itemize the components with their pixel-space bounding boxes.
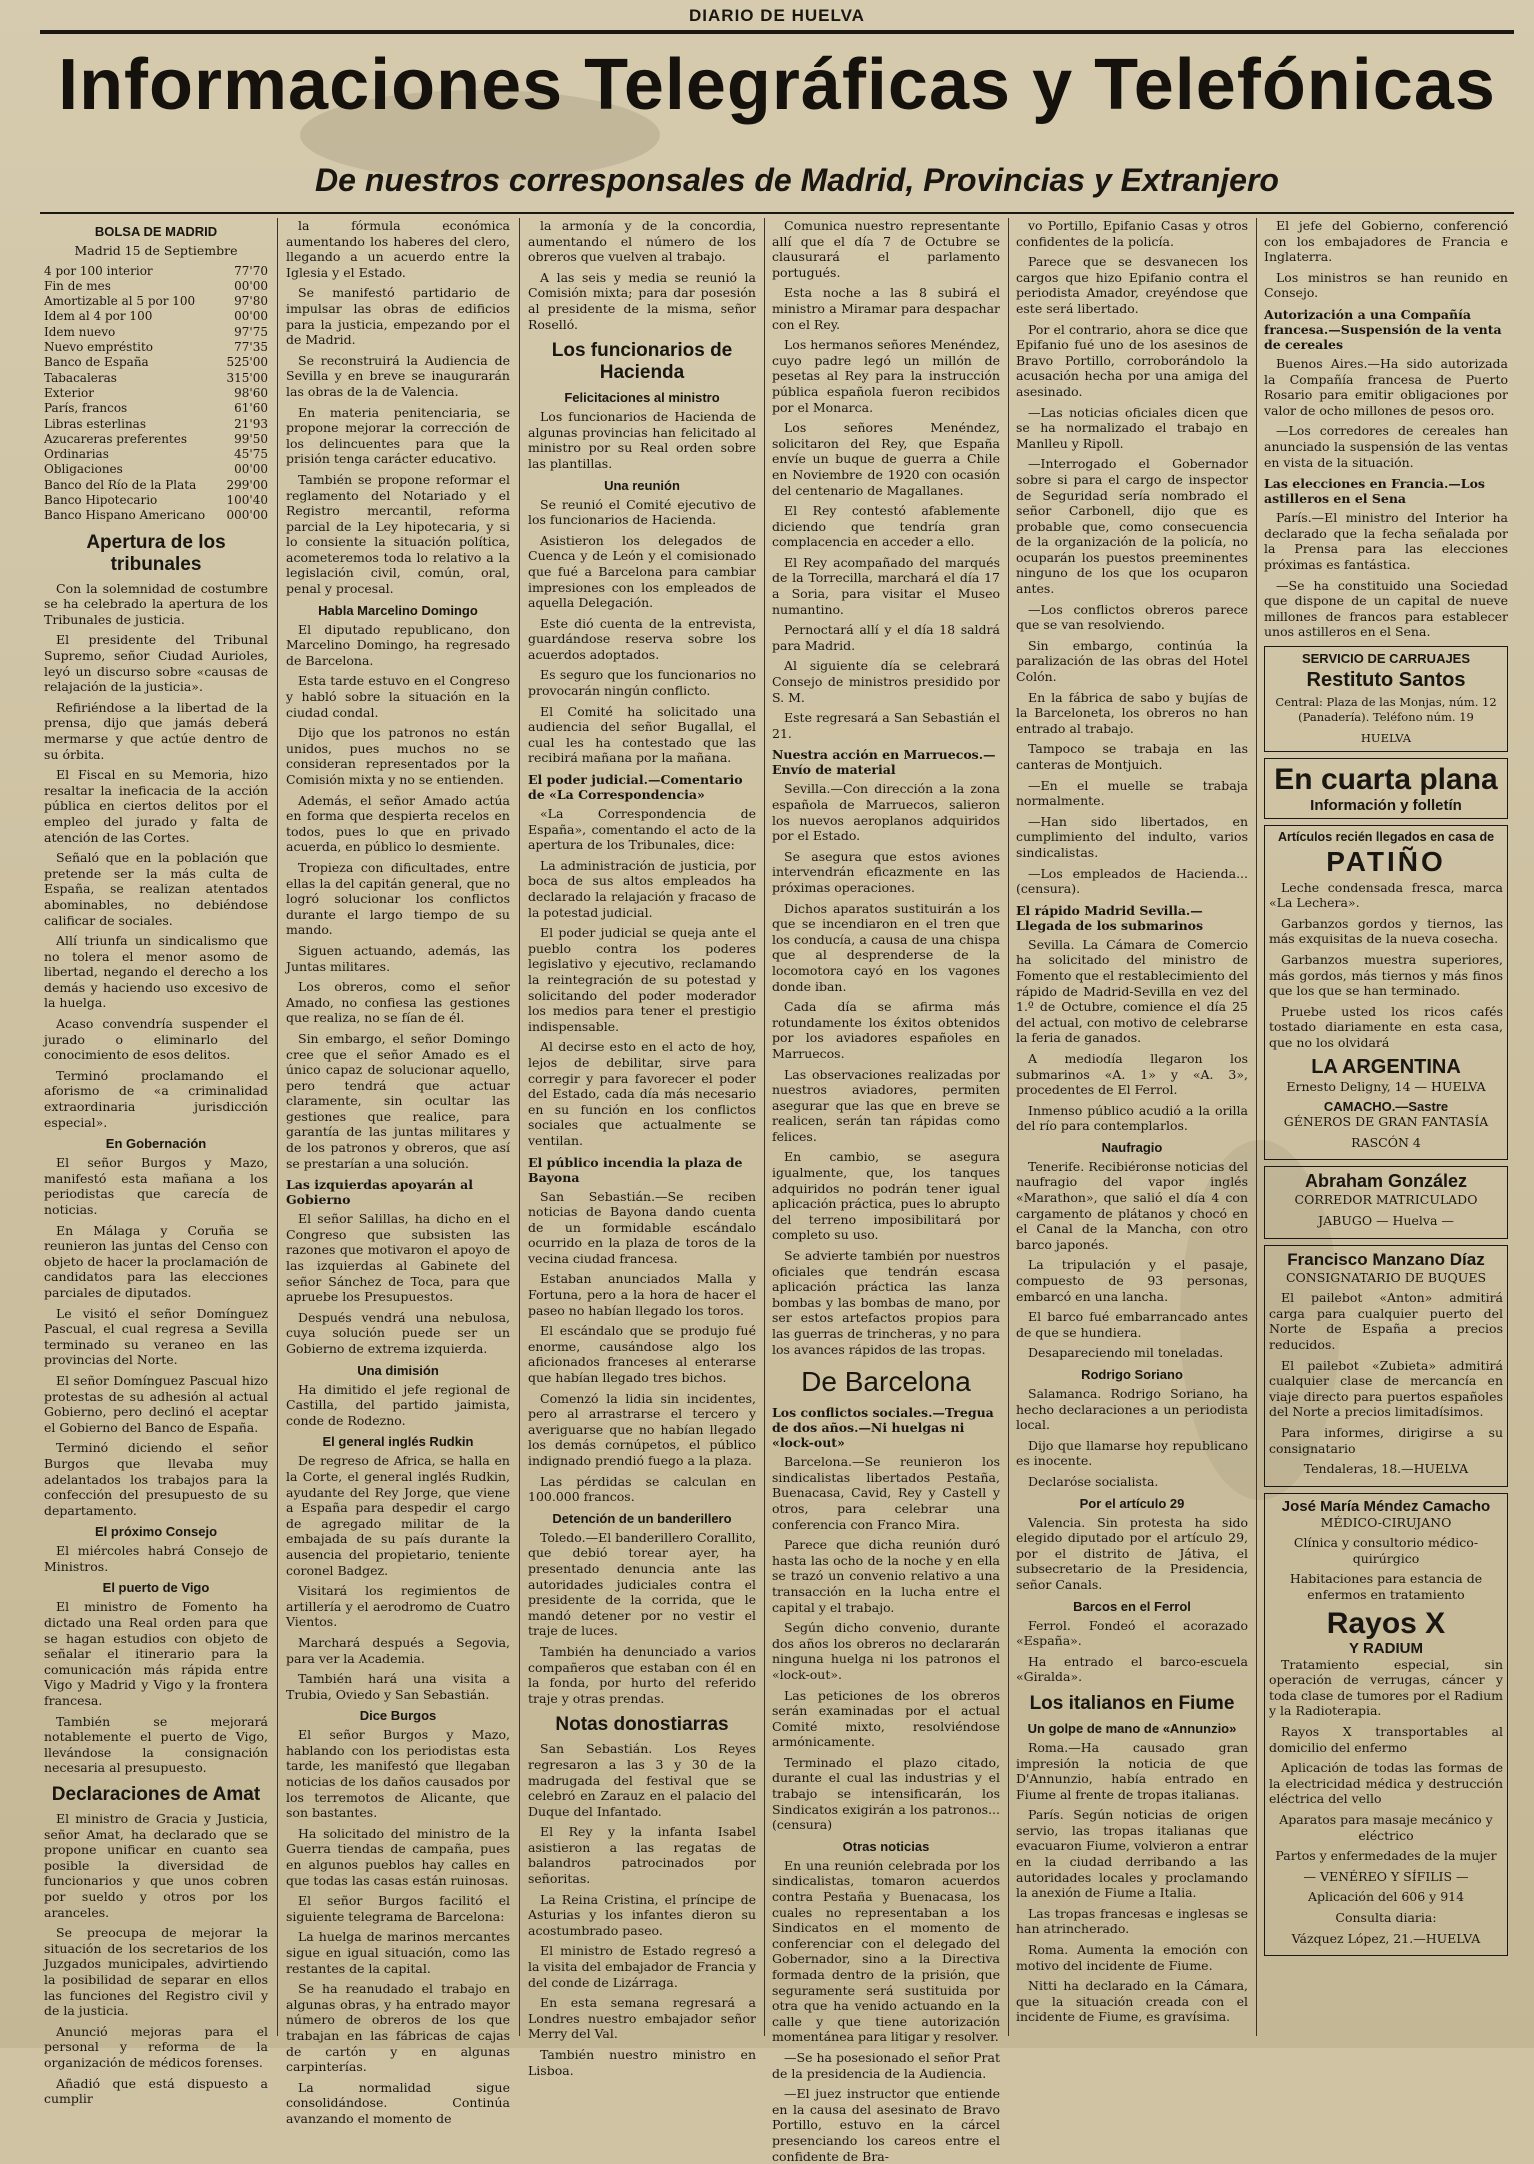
paragraph: La Reina Cristina, el príncipe de Asturias y los infantes dieron su acostumbrado paseo. (528, 1891, 756, 1938)
paragraph: El ministro de Gracia y Justicia, señor Amat, ha declarado que se propone unificar en cuanto sea posible la diversidad de funcionarios y que unos cobren por sueldo y otros por los aranceles. (44, 1811, 268, 1920)
paragraph: También nuestro ministro en Lisboa. (528, 2047, 756, 2078)
ad-text: Rayos X transportables al domicilio del enfermo (1269, 1724, 1503, 1755)
paragraph: Terminó diciendo el señor Burgos que llevaba muy adelantados los trabajos para la confección del presupuesto de su departamento. (44, 1440, 268, 1518)
section-title: El rápido Madrid Sevilla.—Llegada de los submarinos (1016, 902, 1204, 933)
bolsa-row (44, 264, 268, 279)
bolsa-row (44, 447, 268, 462)
paragraph: Después vendrá una nebulosa, cuya solución puede ser un Gobierno de extrema izquierda. (286, 1309, 510, 1356)
column-divider (764, 218, 765, 2036)
paragraph: El Rey acompañado del marqués de la Torrecilla, marchará el día 17 a Soria, para visitar el Museo numantino. (772, 554, 1000, 617)
section-title: Por el artículo 29 (1079, 1495, 1185, 1511)
paragraph: «La Correspondencia de España», comentando el acto de la apertura de los Tribunales, dice: (528, 806, 756, 853)
paragraph: Esta noche a las 8 subirá el ministro a Miramar para despachar con el Rey. (772, 285, 1000, 332)
paragraph: Se asegura que estos aviones intervendrán eficazmente en las próximas operaciones. (772, 848, 1000, 895)
ad-name: Restituto Santos (1306, 668, 1466, 691)
ad-heading: Rayos X (1326, 1606, 1446, 1640)
paragraph: Pernoctará allí y el día 18 saldrá para Madrid. (772, 622, 1000, 653)
bolsa-date: Madrid 15 de Septiembre (74, 243, 238, 258)
ad-text: CORREDOR MATRICULADO (1294, 1192, 1478, 1208)
paragraph: París.—El ministro del Interior ha declarado que la fecha señalada por la Prensa para las elecciones próximas es fantástica. (1264, 510, 1508, 572)
bolsa-value: 100'40 (226, 493, 268, 508)
ad-text: — VENÉREO Y SÍFILIS — (1303, 1868, 1469, 1884)
ad-patino (1264, 825, 1508, 1161)
ad-name: CAMACHO.—Sastre (1323, 1099, 1449, 1115)
paragraph: El diputado republicano, don Marcelino Domingo, ha regresado de Barcelona. (286, 621, 510, 668)
bolsa-label: Idem nuevo (44, 324, 116, 339)
paragraph: Allí triunfa un sindicalismo que no tolera el menor asomo de libertad, negando el derecho a los demás y haciendo uso excesivo de la huelga. (44, 933, 268, 1011)
paragraph: Roma. Aumenta la emoción con motivo del incidente de Fiume. (1016, 1942, 1248, 1973)
paragraph: —Los empleados de Hacienda... (censura). (1016, 865, 1248, 897)
paragraph: Los obreros, como el señor Amado, no confiesa las gestiones que realiza, no se fían de él. (286, 979, 510, 1026)
paragraph: Dijo que los patronos no están unidos, pues muchos no se consideran representados por la Comisión mixta y no se entienden. (286, 725, 510, 787)
section-title: El poder judicial.—Comentario de «La Correspondencia» (528, 772, 743, 803)
bolsa-label: Fin de mes (44, 278, 111, 293)
paragraph: También hará una visita a Trubia, Oviedo y San Sebastián. (286, 1671, 510, 1702)
paragraph: Sevilla. La Cámara de Comercio ha solicitado del ministro de Fomento que el restablecimiento del rápido de Madrid-Sevilla en vez del 1.º de Octubre, comience el día 25 del actual, con motivo de celebrarse la feria de ganados. (1016, 936, 1249, 1046)
bolsa-row (44, 340, 268, 355)
bolsa-row (44, 508, 268, 523)
ad-text: El pailebot «Anton» admitirá carga para cualquier puerto del Norte de España a precios reducidos. (1269, 1290, 1503, 1352)
paragraph: El Comité ha solicitado una audiencia del señor Bugallal, el cual les ha contestado que las recibirá mañana por la mañana. (528, 703, 756, 766)
paragraph: El barco fué embarrancado antes de que se hundiera. (1016, 1309, 1248, 1340)
paragraph: Añadió que está dispuesto a cumplir (44, 2075, 268, 2107)
paragraph: Ha entrado el barco-escuela «Giralda». (1016, 1653, 1248, 1685)
paragraph: Declaróse socialista. (1028, 1473, 1159, 1489)
ad-text: Vázquez López, 21.—HUELVA (1291, 1930, 1481, 1946)
section-title: Detención de un banderillero (552, 1510, 732, 1526)
bolsa-label: Idem al 4 por 100 (44, 309, 153, 324)
paragraph: Se reunió el Comité ejecutivo de los funcionarios de Hacienda. (528, 496, 756, 528)
ad-text: GÉNEROS DE GRAN FANTASÍA (1283, 1114, 1489, 1130)
paragraph: Se reconstruirá la Audiencia de Sevilla y en breve se inaugurarán las obras de la de Valencia. (286, 352, 510, 399)
ad-text: Para informes, dirigirse a su consignatario (1269, 1424, 1503, 1456)
paragraph: Las tropas francesas e inglesas se han atrincherado. (1016, 1905, 1248, 1937)
paragraph: Es seguro que los funcionarios no provocarán ningún conflicto. (528, 667, 756, 699)
paragraph: Con la solemnidad de costumbre se ha celebrado la apertura de los Tribunales de justicia. (44, 580, 268, 627)
ad-carruajes (1264, 646, 1508, 752)
bolsa-table (44, 264, 268, 524)
ad-text: Garbanzos muestra superiores, más gordos, más tiernos y más finos que los que se han terminado. (1269, 952, 1503, 999)
paragraph: El señor Burgos facilitó el siguiente telegrama de Barcelona: (286, 1893, 510, 1924)
bolsa-label: 4 por 100 interior (44, 263, 153, 278)
bolsa-row (44, 386, 268, 401)
bolsa-value: 299'00 (226, 477, 268, 492)
section-title: Otras noticias (842, 1838, 930, 1854)
paragraph: El jefe del Gobierno, conferenció con los embajadores de Francia e Inglaterra. (1264, 218, 1508, 265)
paragraph: Toledo.—El banderillero Corallito, que debió torear ayer, ha presentado denuncia ante las autoridades judiciales contra el presidente de la corrida, que le mandó detener por no vestir el traje de luces. (528, 1529, 756, 1639)
bolsa-value: 315'00 (226, 370, 268, 385)
paragraph: Roma.—Ha causado gran impresión la noticia de que D'Annunzio, había entrado en Fiume al frente de tropas italianas. (1016, 1739, 1248, 1802)
paragraph: Las observaciones realizadas por nuestros aviadores, permiten asegurar que las que en breve se realicen, serán tan rápidas como felices. (772, 1066, 1000, 1144)
paragraph: la fórmula económica aumentando los haberes del clero, llegando a un acuerdo entre la Iglesia y el Estado. (286, 218, 510, 280)
paragraph: El ministro de Estado regresó a la visita del embajador de Francia y del conde de Lizárraga. (528, 1943, 756, 1990)
bolsa-label: Azucareras preferentes (44, 431, 188, 446)
ad-text: CONSIGNATARIO DE BUQUES (1285, 1269, 1487, 1285)
section-title: En Gobernación (105, 1136, 207, 1152)
paragraph: Anunció mejoras para el personal y reforma de la organización de médicos forenses. (44, 2023, 268, 2070)
paragraph: San Sebastián. Los Reyes regresaron a las 3 y 30 de la madrugada del festival que se celebró en Zarauz en el palacio del Duque del Infantado. (528, 1741, 756, 1819)
ad-heading: En cuarta plana (1274, 762, 1498, 796)
ad-mendez (1264, 1493, 1508, 1956)
section-title: El público incendia la plaza de Bayona (528, 1154, 743, 1185)
divider (40, 212, 1514, 214)
bolsa-row (44, 355, 268, 370)
column-4 (766, 218, 1006, 2164)
paragraph: Ferrol. Fondeó el acorazado «España». (1016, 1617, 1248, 1649)
paragraph: Los señores Menéndez, solicitaron del Rey, que España envíe un buque de guerra a Chile en Noviembre de 1920 con ocasión del centenario de Magallanes. (772, 420, 1000, 498)
bolsa-value: 61'60 (234, 401, 268, 416)
ad-name: Francisco Manzano Díaz (1287, 1249, 1485, 1269)
bolsa-label: Nuevo empréstito (44, 340, 154, 355)
ad-name: LA ARGENTINA (1311, 1055, 1461, 1078)
paragraph: Este dió cuenta de la entrevista, guardándose reserva sobre los acuerdos adoptados. (528, 615, 756, 662)
section-title: Una reunión (604, 477, 680, 493)
paragraph: —En el muelle se trabaja normalmente. (1016, 777, 1248, 809)
paragraph: —Han sido libertados, en cumplimiento del indulto, varios sindicalistas. (1016, 813, 1248, 860)
paragraph: Se manifestó partidario de impulsar las obras de edificios para la justicia, empezando por el de Madrid. (286, 285, 510, 348)
bolsa-value: 97'80 (234, 294, 268, 309)
column-divider (1008, 218, 1009, 2036)
ad-text: Tendaleras, 18.—HUELVA (1303, 1461, 1469, 1477)
paragraph: En una reunión celebrada por los sindicalistas, tomaron acuerdos contra Pestaña y Buenacasa, los cuales no representaban a los Sindicatos en el momento de conferenciar con el delegado del Gobernador, sino a la Directiva formada dentro de la prisión, que seguramente será sustituida por otra que ha venido actuando en la calle y que tiene autorización momentánea para litigar y resolver. (772, 1857, 1000, 2045)
paragraph: —Los conflictos obreros parece que se van resolviendo. (1016, 601, 1248, 633)
paragraph: Estaban anunciados Malla y Fortuna, pero a la hora de hacer el paseo no habían llegado los toros. (528, 1271, 756, 1318)
paragraph: Valencia. Sin protesta ha sido elegido diputado por el artículo 29, por el distrito de Játiva, el subsecretario de la Presidencia, señor Canals. (1016, 1514, 1248, 1592)
paragraph: Comunica nuestro representante allí que el día 7 de Octubre se clausurará el parlamento portugués. (772, 218, 1000, 280)
article-title: De Barcelona (801, 1366, 971, 1398)
paragraph: —Se ha posesionado el señor Prat de la presidencia de la Audiencia. (772, 2049, 1000, 2081)
paragraph: Barcelona.—Se reunieron los sindicalistas libertados Pestaña, Buenacasa, Cavid, Rey y Castell y otros, para celebrar una conferencia con Franco Mira. (772, 1454, 1000, 1532)
bolsa-label: Libras esterlinas (44, 416, 146, 431)
bolsa-label: Banco Hispano Americano (44, 508, 206, 523)
paragraph: También se propone reformar el reglamento del Notariado y el Registro mercantil, reforma parcial de la Ley hipotecaria, y si lo consiente la situación política, acometeremos toda lo relativo a la legislación civil, común, oral, penal y procesal. (286, 471, 510, 597)
paragraph: La administración de justicia, por boca de sus altos empleados ha declarado la relajación y fracaso de la potestad judicial. (528, 857, 756, 920)
bolsa-title: BOLSA DE MADRID (94, 224, 218, 239)
article-title: Los italianos en Fiume (1029, 1692, 1235, 1714)
column-5 (1010, 218, 1254, 2040)
paragraph: Marchará después a Segovia, para ver la Academia. (286, 1634, 510, 1666)
bolsa-row (44, 294, 268, 309)
section-title: Las izquierdas apoyarán al Gobierno (286, 1177, 473, 1208)
bolsa-label: Tabacaleras (44, 370, 117, 385)
paragraph: Los funcionarios de Hacienda de algunas provincias han felicitado al ministro por su Real orden sobre las plantillas. (528, 409, 756, 471)
section-title: Los conflictos sociales.—Tregua de dos años.—Ni huelgas ni «lock-out» (772, 1405, 994, 1451)
paragraph: El señor Salillas, ha dicho en el Congreso que subsisten las razones que motivaron el apoyo de las izquierdas al Gabinete del señor Sánchez de Toca, para que apruebe los Presupuestos. (286, 1211, 510, 1305)
bolsa-label: Ordinarias (44, 447, 109, 462)
ad-text: RASCÓN 4 (1351, 1134, 1421, 1150)
paragraph: A mediodía llegaron los submarinos «A. 1» y «A. 3», procedentes de El Ferrol. (1016, 1050, 1248, 1098)
paragraph: En la fábrica de sabo y bujías de la Barceloneta, los obreros no han entrado al trabajo. (1016, 689, 1248, 736)
article-title: Los funcionarios de Hacienda (551, 340, 733, 384)
paragraph: Parece que dicha reunión duró hasta las ocho de la noche y en ella se trazó un convenio relativo a una transacción en la lucha entre el capital y el trabajo. (772, 1537, 1000, 1615)
paragraph: Dichos aparatos sustituirán a los que se incendiaron en el tren que los conducía, a causa de una chispa que al desprenderse de la locomotora cayó en los vagones donde iban. (772, 900, 1000, 994)
section-title: Rodrigo Soriano (1081, 1367, 1183, 1382)
paragraph: Se advierte también por nuestros oficiales que tendrán escasa aplicación práctica las lanza bombas y las bombas de mano, por ser estos artefactos propios para las guerras de trincheras, y no para los avances rápidos de las tropas. (772, 1248, 1000, 1357)
article-title: Declaraciones de Amat (51, 1784, 261, 1806)
paragraph: El poder judicial se queja ante el pueblo contra los poderes legislativo y ejecutivo, reclamando la reintegración de su potestad y solicitando del poder moderador los medios para tener el prestigio indispensable. (528, 925, 756, 1034)
bolsa-value: 98'60 (234, 385, 268, 400)
bolsa-row (44, 325, 268, 340)
paragraph: La tripulación y el pasaje, compuesto de 93 personas, embarcó en una lancha. (1016, 1257, 1248, 1304)
masthead: DIARIO DE HUELVA (40, 6, 1514, 34)
bolsa-row (44, 462, 268, 477)
paragraph: El ministro de Fomento ha dictado una Real orden para que se hagan estudios con objeto de señalar el itinerario para la comunicación más rápida entre Vigo y Madrid y Vigo y la frontera francesa. (44, 1599, 268, 1709)
paragraph: Terminado el plazo citado, durante el cual las industrias y el trabajo se intensificarán, los Sindicatos exigirán a los patronos... (censura) (772, 1754, 1000, 1833)
bolsa-row (44, 493, 268, 508)
paragraph: El señor Domínguez Pascual hizo protestas de su adhesión al actual Gobierno, pero declinó el aceptar el Gobierno del Banco de España. (44, 1372, 268, 1435)
paragraph: Refiriéndose a la libertad de la prensa, dijo que jamás deberá mermarse y que actúe dentro de su órbita. (44, 699, 268, 762)
section-title: El general inglés Rudkin (322, 1434, 474, 1450)
ad-text: Partos y enfermedades de la mujer (1275, 1848, 1497, 1864)
paragraph: San Sebastián.—Se reciben noticias de Bayona dando cuenta de un formidable escándalo ocurrido en la plaza de toros de la vecina ciudad francesa. (528, 1188, 756, 1266)
bolsa-label: Banco del Río de la Plata (44, 477, 197, 492)
paragraph: Asistieron los delegados de Cuenca y de León y el comisionado que fué a Barcelona para cambiar impresiones con los empleados de aquella Delegación. (528, 532, 756, 611)
paragraph: En materia penitenciaria, se propone mejorar la corrección de los delincuentes para que la prisión tenga carácter educativo. (286, 404, 510, 467)
subheadline: De nuestros corresponsales de Madrid, Provincias y Extranjero (315, 162, 1279, 198)
paragraph: Acaso convendría suspender el jurado o eliminarlo del conocimiento de esos delitos. (44, 1016, 268, 1063)
bolsa-row (44, 371, 268, 386)
paragraph: Al siguiente día se celebrará Consejo de ministros presidido por S. M. (772, 658, 1000, 705)
paragraph: El señor Burgos y Mazo, hablando con los periodistas esta tarde, les manifestó que llegaban noticias de los daños causados por los terremotos de Alicante, que son bastantes. (286, 1727, 510, 1821)
section-title: Dice Burgos (359, 1708, 437, 1724)
paragraph: Sevilla.—Con dirección a la zona española de Marruecos, salieron los nuevos aeroplanos adquiridos por el Estado. (772, 781, 1000, 844)
paragraph: De regreso de Africa, se halla en la Corte, el general inglés Rudkin, ayudante del Rey Jorge, que viene a España para despedir el cargo de agregado militar de la embajada de su país durante la ausencia del propietario, teniente coronel Badgez. (286, 1453, 510, 1578)
paragraph: También se mejorará notablemente el puerto de Vigo, llevándose la consignación necesaria al presupuesto. (44, 1713, 268, 1776)
section-title: Nuestra acción en Marruecos.—Envío de material (772, 747, 996, 778)
paragraph: Dijo que llamarse hoy republicano es inocente. (1016, 1437, 1248, 1469)
section-title: Autorización a una Compañía francesa.—Suspensión de la venta de cereales (1264, 306, 1502, 352)
column-3 (522, 218, 762, 2078)
bolsa-value: 21'93 (234, 416, 268, 431)
paragraph: Tampoco se trabaja en las canteras de Montjuich. (1016, 741, 1248, 772)
ad-text: JABUGO — Huelva — (1318, 1212, 1454, 1228)
paragraph: El miércoles habrá Consejo de Ministros. (44, 1543, 268, 1574)
paragraph: También ha denunciado a varios compañeros que estaban con él en la fonda, por hurto del referido traje y otras prendas. (528, 1643, 756, 1706)
section-title: Habla Marcelino Domingo (318, 602, 478, 618)
bolsa-label: Banco Hipotecario (44, 493, 158, 508)
bolsa-row (44, 401, 268, 416)
paragraph: La huelga de marinos mercantes sigue en igual situación, como las restantes de la capital. (286, 1929, 510, 1976)
bolsa-value: 00'00 (234, 462, 268, 477)
section-title: Barcos en el Ferrol (1073, 1598, 1191, 1614)
ad-text: Información y folletín (1310, 796, 1462, 814)
paragraph: En Málaga y Coruña se reunieron las juntas del Censo con objeto de hacer la proclamación de candidatos para las elecciones parciales de diputados. (44, 1222, 268, 1300)
paragraph: Salamanca. Rodrigo Soriano, ha hecho declaraciones a un periodista local. (1016, 1386, 1248, 1433)
section-title: Las elecciones en Francia.—Los astilleros en el Sena (1264, 476, 1485, 507)
bolsa-row (44, 417, 268, 432)
paragraph: La normalidad sigue consolidándose. Continúa avanzando el momento de (286, 2079, 510, 2126)
paragraph: —El juez instructor que entiende en la causa del asesinato de Bravo Portillo, estuvo en la cárcel presenciando los careos entre el confidente de Bra- (772, 2086, 1000, 2164)
paragraph: Desapareciendo mil toneladas. (1028, 1345, 1224, 1361)
paragraph: Ha solicitado del ministro de la Guerra tiendas de campaña, pues en algunos pueblos hay calles en que todas las casas están ruinosas. (286, 1825, 510, 1888)
paragraph: Siguen actuando, además, las Juntas militares. (286, 942, 510, 974)
section-title: Felicitaciones al ministro (564, 390, 720, 406)
paragraph: Visitará los regimientos de artillería y el aerodromo de Cuatro Vientos. (286, 1583, 510, 1630)
paragraph: Los ministros se han reunido en Consejo. (1264, 269, 1508, 301)
bolsa-label: Obligaciones (44, 462, 123, 477)
paragraph: —Se ha constituido una Sociedad que dispone de un capital de nueve millones de francos para establecer unos astilleros en el Sena. (1264, 577, 1508, 640)
ad-text: Leche condensada fresca, marca «La Lechera». (1269, 879, 1503, 911)
bolsa-value: 45'75 (234, 447, 268, 462)
bolsa-row (44, 309, 268, 324)
ad-text: Habitaciones para estancia de enfermos en tratamiento (1289, 1571, 1483, 1603)
ad-text: Ernesto Deligny, 14 — HUELVA (1286, 1078, 1486, 1094)
bolsa-value: 97'75 (234, 324, 268, 339)
ad-heading: Artículos recién llegados en casa de (1277, 829, 1495, 844)
ad-heading: SERVICIO DE CARRUAJES (1301, 650, 1471, 666)
bolsa-value: 00'00 (234, 309, 268, 324)
bolsa-value: 525'00 (226, 355, 268, 370)
paragraph: Comenzó la lidia sin incidentes, pero al arrastrarse el tercero y averiguarse que no habían llegado los demás cornúpetos, el público indignado prendió fuego a la plaza. (528, 1390, 756, 1468)
column-1 (38, 218, 274, 2107)
ad-text: Tratamiento especial, sin operación de verrugas, cáncer y toda clase de tumores por el Radium y la Radioterapia. (1269, 1656, 1503, 1719)
paragraph: Sin embargo, continúa la paralización de las obras del Hotel Colón. (1016, 637, 1248, 685)
paragraph: Ha dimitido el jefe regional de Castilla, del partido jaimista, conde de Rodezno. (286, 1381, 510, 1428)
paragraph: Este regresará a San Sebastián el 21. (772, 710, 1000, 741)
paragraph: Por el contrario, ahora se dice que Epifanio fué uno de los asesinos de Bravo Portillo, corroborándolo la acusación hecha por una amiga del asesinado. (1016, 321, 1248, 399)
paragraph: Según dicho convenio, durante dos años los obreros no declararán ninguna huelga ni los patronos el «lock-out». (772, 1620, 1000, 1682)
paragraph: El presidente del Tribunal Supremo, señor Ciudad Aurioles, leyó un discurso sobre «causas de relajación de la justicia». (44, 632, 268, 695)
column-divider (1256, 218, 1257, 2036)
paragraph: El escándalo que se produjo fué enorme, causándose algo los aficionados franceses al enterarse que habían llegado tres bichos. (528, 1323, 756, 1386)
paragraph: Señaló que en la población que pretende ser la más culta de España, se realizan atentados abominables, no debiéndose calificar de sociales. (44, 850, 268, 928)
column-6 (1258, 218, 1514, 2040)
paragraph: París. Según noticias de origen servio, las tropas italianas que evacuaron Fiume, volvieron a entrar en la ciudad derribando a las autoridades locales y proclamando la anexión de Fiume a Italia. (1016, 1807, 1248, 1901)
paragraph: Se ha reanudado el trabajo en algunas obras, y ha entrado mayor número de obreros de los que trabajan en las fábricas de cajas de cartón y en algunas carpinterías. (286, 1981, 510, 2075)
section-title: Naufragio (1101, 1139, 1163, 1155)
column-divider (277, 218, 278, 2036)
bolsa-label: Amortizable al 5 por 100 (44, 294, 196, 309)
section-title: Una dimisión (357, 1362, 439, 1378)
paragraph: El Rey contestó afablemente diciendo que tendría gran complacencia en acceder a ello. (772, 503, 1000, 550)
paragraph: El señor Burgos y Mazo, manifestó esta mañana a los periodistas que carecía de noticias. (44, 1155, 268, 1218)
bolsa-value: 000'00 (226, 508, 268, 523)
headline: Informaciones Telegráficas y Telefónicas (58, 45, 1496, 125)
ad-text: Aplicación del 606 y 914 (1307, 1889, 1465, 1905)
bolsa-row (44, 279, 268, 294)
ad-manzano (1264, 1245, 1508, 1487)
ad-text: Aparatos para masaje mecánico y eléctrico (1279, 1812, 1493, 1843)
bolsa-value: 77'70 (234, 263, 268, 278)
paragraph: Le visitó el señor Domínguez Pascual, el cual regresa a Sevilla terminado su veraneo en las provincias del Norte. (44, 1305, 268, 1368)
ad-text: Garbanzos gordos y tiernos, las más exquisitas de la nueva cosecha. (1269, 915, 1503, 947)
paragraph: A las seis y media se reunió la Comisión mixta; para dar posesión al presidente de la misma, señor Roselló. (528, 269, 756, 332)
ad-text: Pruebe usted los ricos cafés tostado diariamente en esta casa, que no los olvidará (1269, 1003, 1503, 1050)
ad-name: Abraham González (1304, 1171, 1468, 1192)
paragraph: Parece que se desvanecen los cargos que hizo Epifanio contra el periodista Amador, creyéndose que este será libertado. (1016, 254, 1248, 316)
paragraph: Se preocupa de mejorar la situación de los secretarios de los Juzgados municipales, advirtiendo la posibilidad de separar en ellos las funciones del Registro civil y de la justicia. (44, 1925, 268, 2019)
section-title: El próximo Consejo (94, 1524, 218, 1540)
bolsa-value: 00'00 (234, 278, 268, 293)
paragraph: Inmenso público acudió a la orilla del río para contemplarlos. (1016, 1102, 1248, 1134)
ad-name: PATIÑO (1326, 845, 1446, 877)
bolsa-value: 99'50 (234, 431, 268, 446)
paragraph: En esta semana regresará a Londres nuestro embajador señor Merry del Val. (528, 1995, 756, 2042)
paragraph: Esta tarde estuvo en el Congreso y habló sobre la situación en la ciudad condal. (286, 673, 510, 720)
bolsa-value: 77'35 (234, 340, 268, 355)
paragraph: Las pérdidas se calculan en 100.000 francos. (528, 1473, 756, 1505)
column-2 (280, 218, 516, 2126)
section-title: Un golpe de mano de «Annunzio» (1027, 1720, 1237, 1736)
paragraph: —Interrogado el Gobernador sobre si para el cargo de inspector de Seguridad sería nombrado el señor Carbonell, dijo que es probable que, como consecuencia de la organización de la policía, no ocuparán los puestos preeminentes ninguno de los que los ocuparon antes. (1016, 456, 1248, 597)
paragraph: Tropieza con dificultades, entre ellas la del capitán general, que no logró solucionar los conflictos durante el largo tiempo de su mando. (286, 859, 510, 938)
paragraph: Cada día se afirma más rotundamente los éxitos obtenidos por los aviadores españoles en Marruecos. (772, 999, 1000, 1061)
paragraph: Nitti ha declarado en la Cámara, que la situación creada con el incidente de Fiume, es gravísima. (1016, 1978, 1248, 2025)
article-title: Apertura de los tribunales (86, 531, 226, 575)
paragraph: la armonía y de la concordia, aumentando el número de los obreros que vuelven al trabajo. (528, 218, 756, 265)
paragraph: Buenos Aires.—Ha sido autorizada la Compañía francesa de Puerto Rosario para emitir obligaciones por valor de ocho millones de pesos oro. (1264, 355, 1508, 418)
ad-name: José María Méndez Camacho (1281, 1497, 1491, 1515)
bolsa-label: Exterior (44, 385, 94, 400)
paragraph: El Rey y la infanta Isabel asistieron a las regatas de balandros patrocinados por señoritas. (528, 1824, 756, 1887)
paragraph: Al decirse esto en el acto de hoy, lejos de debilitar, sirve para corregir y para favorecer el poder del Estado, cada día más necesario en su función en los conflictos sociales que actualmente se ventilan. (528, 1039, 756, 1148)
paragraph: Además, el señor Amado actúa en forma que despierta recelos en todos, pues lo que en privado acuerda, en público lo desmiente. (286, 792, 510, 855)
paragraph: —Las noticias oficiales dicen que se ha normalizado el trabajo en Manlleu y Ripoll. (1016, 404, 1248, 451)
bolsa-row (44, 432, 268, 447)
ad-text: HUELVA (1360, 731, 1412, 746)
paragraph: Los hermanos señores Menéndez, cuyo padre legó un millón de pesetas al Rey para la instrucción pública española fueron recibidos por el Monarca. (772, 337, 1000, 415)
paragraph: En cambio, se asegura igualmente, que, los tanques adquiridos no podrán tener igual aplicación práctica, pues lo abrupto del terreno imposibilitará por completo su uso. (772, 1149, 1000, 1243)
paragraph: Terminó proclamando el aforismo de «a criminalidad extraordinaria jurisdicción especial». (44, 1067, 268, 1130)
ad-text: Aplicación de todas las formas de la electricidad médica y destrucción eléctrica del vello (1269, 1760, 1503, 1807)
paragraph: vo Portillo, Epifanio Casas y otros confidentes de la policía. (1016, 218, 1248, 249)
bolsa-label: París, francos (44, 401, 128, 416)
ad-cuarta-plana (1264, 758, 1508, 819)
ad-text: Consulta diaria: (1335, 1909, 1437, 1925)
ad-text: MÉDICO-CIRUJANO (1320, 1514, 1452, 1530)
paragraph: Las peticiones de los obreros serán examinadas por el actual Comité mixto, resolviéndose armónicamente. (772, 1687, 1000, 1750)
bolsa-row (44, 478, 268, 493)
paragraph: —Los corredores de cereales han anunciado la suspensión de las ventas en vista de la situación. (1264, 423, 1508, 470)
ad-abraham (1264, 1166, 1508, 1238)
article-title: Notas donostiarras (555, 1714, 729, 1736)
paragraph: Tenerife. Recibiéronse noticias del naufragio del vapor inglés «Marathon», que salió el día 4 con cargamento de plátanos y chocó en el Canal de la Mancha, con otro barco japonés. (1016, 1158, 1248, 1252)
section-title: El puerto de Vigo (102, 1580, 210, 1596)
ad-text: El pailebot «Zubieta» admitirá cualquier clase de mercancía en viaje directo para puertos españoles del Norte a precios limitadísimos. (1269, 1357, 1503, 1420)
ad-heading: Y RADIUM (1349, 1639, 1423, 1657)
paragraph: El Fiscal en su Memoria, hizo resaltar la ineficacia de la acción pública en ciertos delitos por el empleo del jurado y falta de atención de las Cortes. (44, 767, 268, 845)
bolsa-label: Banco de España (44, 355, 149, 370)
ad-text: Clínica y consultorio médico-quirúrgico (1293, 1535, 1479, 1566)
paragraph: Sin embargo, el señor Domingo cree que el señor Amado es el único capaz de solucionar aquello, pero tendrá que actuar claramente, sin ocultar las gestiones que realice, para garantía de las juntas militares y de los patronos y obreros, que así se prestarían a una solución. (286, 1030, 510, 1171)
ad-text: Central: Plaza de las Monjas, núm. 12 (Panadería). Teléfono núm. 19 (1275, 694, 1497, 725)
column-divider (519, 218, 520, 2036)
